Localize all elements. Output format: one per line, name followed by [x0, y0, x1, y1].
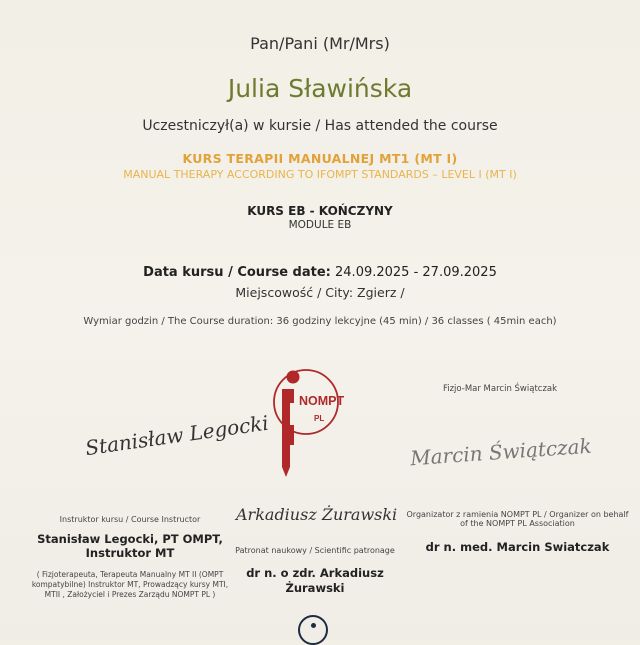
- date-value: 24.09.2025 - 27.09.2025: [335, 265, 497, 280]
- organizer-signature: Marcin Świątczak: [409, 433, 593, 471]
- duration: Wymiar godzin / The Course duration: 36 godziny lekcyjne (45 min) / 36 classes ( 45min each): [83, 316, 557, 327]
- course-subtitle: MANUAL THERAPY ACCORDING TO IFOMPT STANDARDS – LEVEL I (MT I): [123, 168, 517, 181]
- course-date: [0, 265, 640, 280]
- logo-text: NOMPT: [299, 394, 345, 408]
- date-label: Data kursu / Course date:: [143, 265, 331, 280]
- instructor-signature: Stanisław Legocki: [83, 410, 271, 461]
- nompt-logo: [268, 365, 345, 480]
- organizer-role: Organizator z ramienia NOMPT PL / Organizer on behalf of the NOMPT PL Association: [406, 510, 629, 528]
- instructor-role: Instruktor kursu / Course Instructor: [59, 515, 201, 524]
- nompt-logo-icon: [268, 365, 345, 480]
- recipient-name: Julia Sławińska: [227, 74, 413, 103]
- organizer-name: dr n. med. Marcin Swiatczak: [425, 540, 610, 554]
- patron-role: Patronat naukowy / Scientific patronage: [235, 546, 395, 555]
- patron-signature: Arkadiusz Żurawski: [236, 505, 398, 524]
- salutation: Pan/Pani (Mr/Mrs): [250, 34, 390, 53]
- instructor-description: ( Fizjoterapeuta, Terapeuta Manualny MT II (OMPT kompatybilne) Instruktor MT, Prowadzący kursy MTI, MTII , Założyciel i Prezes Zarządu NOMPT PL ): [31, 570, 229, 599]
- instructor-name: Stanisław Legocki, PT OMPT, Instruktor MT: [37, 532, 223, 560]
- city: Miejscowość / City: Zgierz /: [235, 285, 405, 300]
- logo-subtext: PL: [314, 414, 325, 423]
- module-subtitle: MODULE EB: [288, 219, 352, 231]
- patron-name: dr n. o zdr. Arkadiusz Żurawski: [246, 566, 384, 595]
- organizer-company: Fizjo-Mar Marcin Świątczak: [442, 384, 558, 394]
- course-title: KURS TERAPII MANUALNEJ MT1 (MT I): [182, 151, 458, 166]
- footer-logo-icon: [298, 615, 328, 645]
- attended-text: Uczestniczył(a) w kursie / Has attended the course: [142, 118, 498, 134]
- module-title: KURS EB - KOŃCZYNY: [247, 204, 393, 218]
